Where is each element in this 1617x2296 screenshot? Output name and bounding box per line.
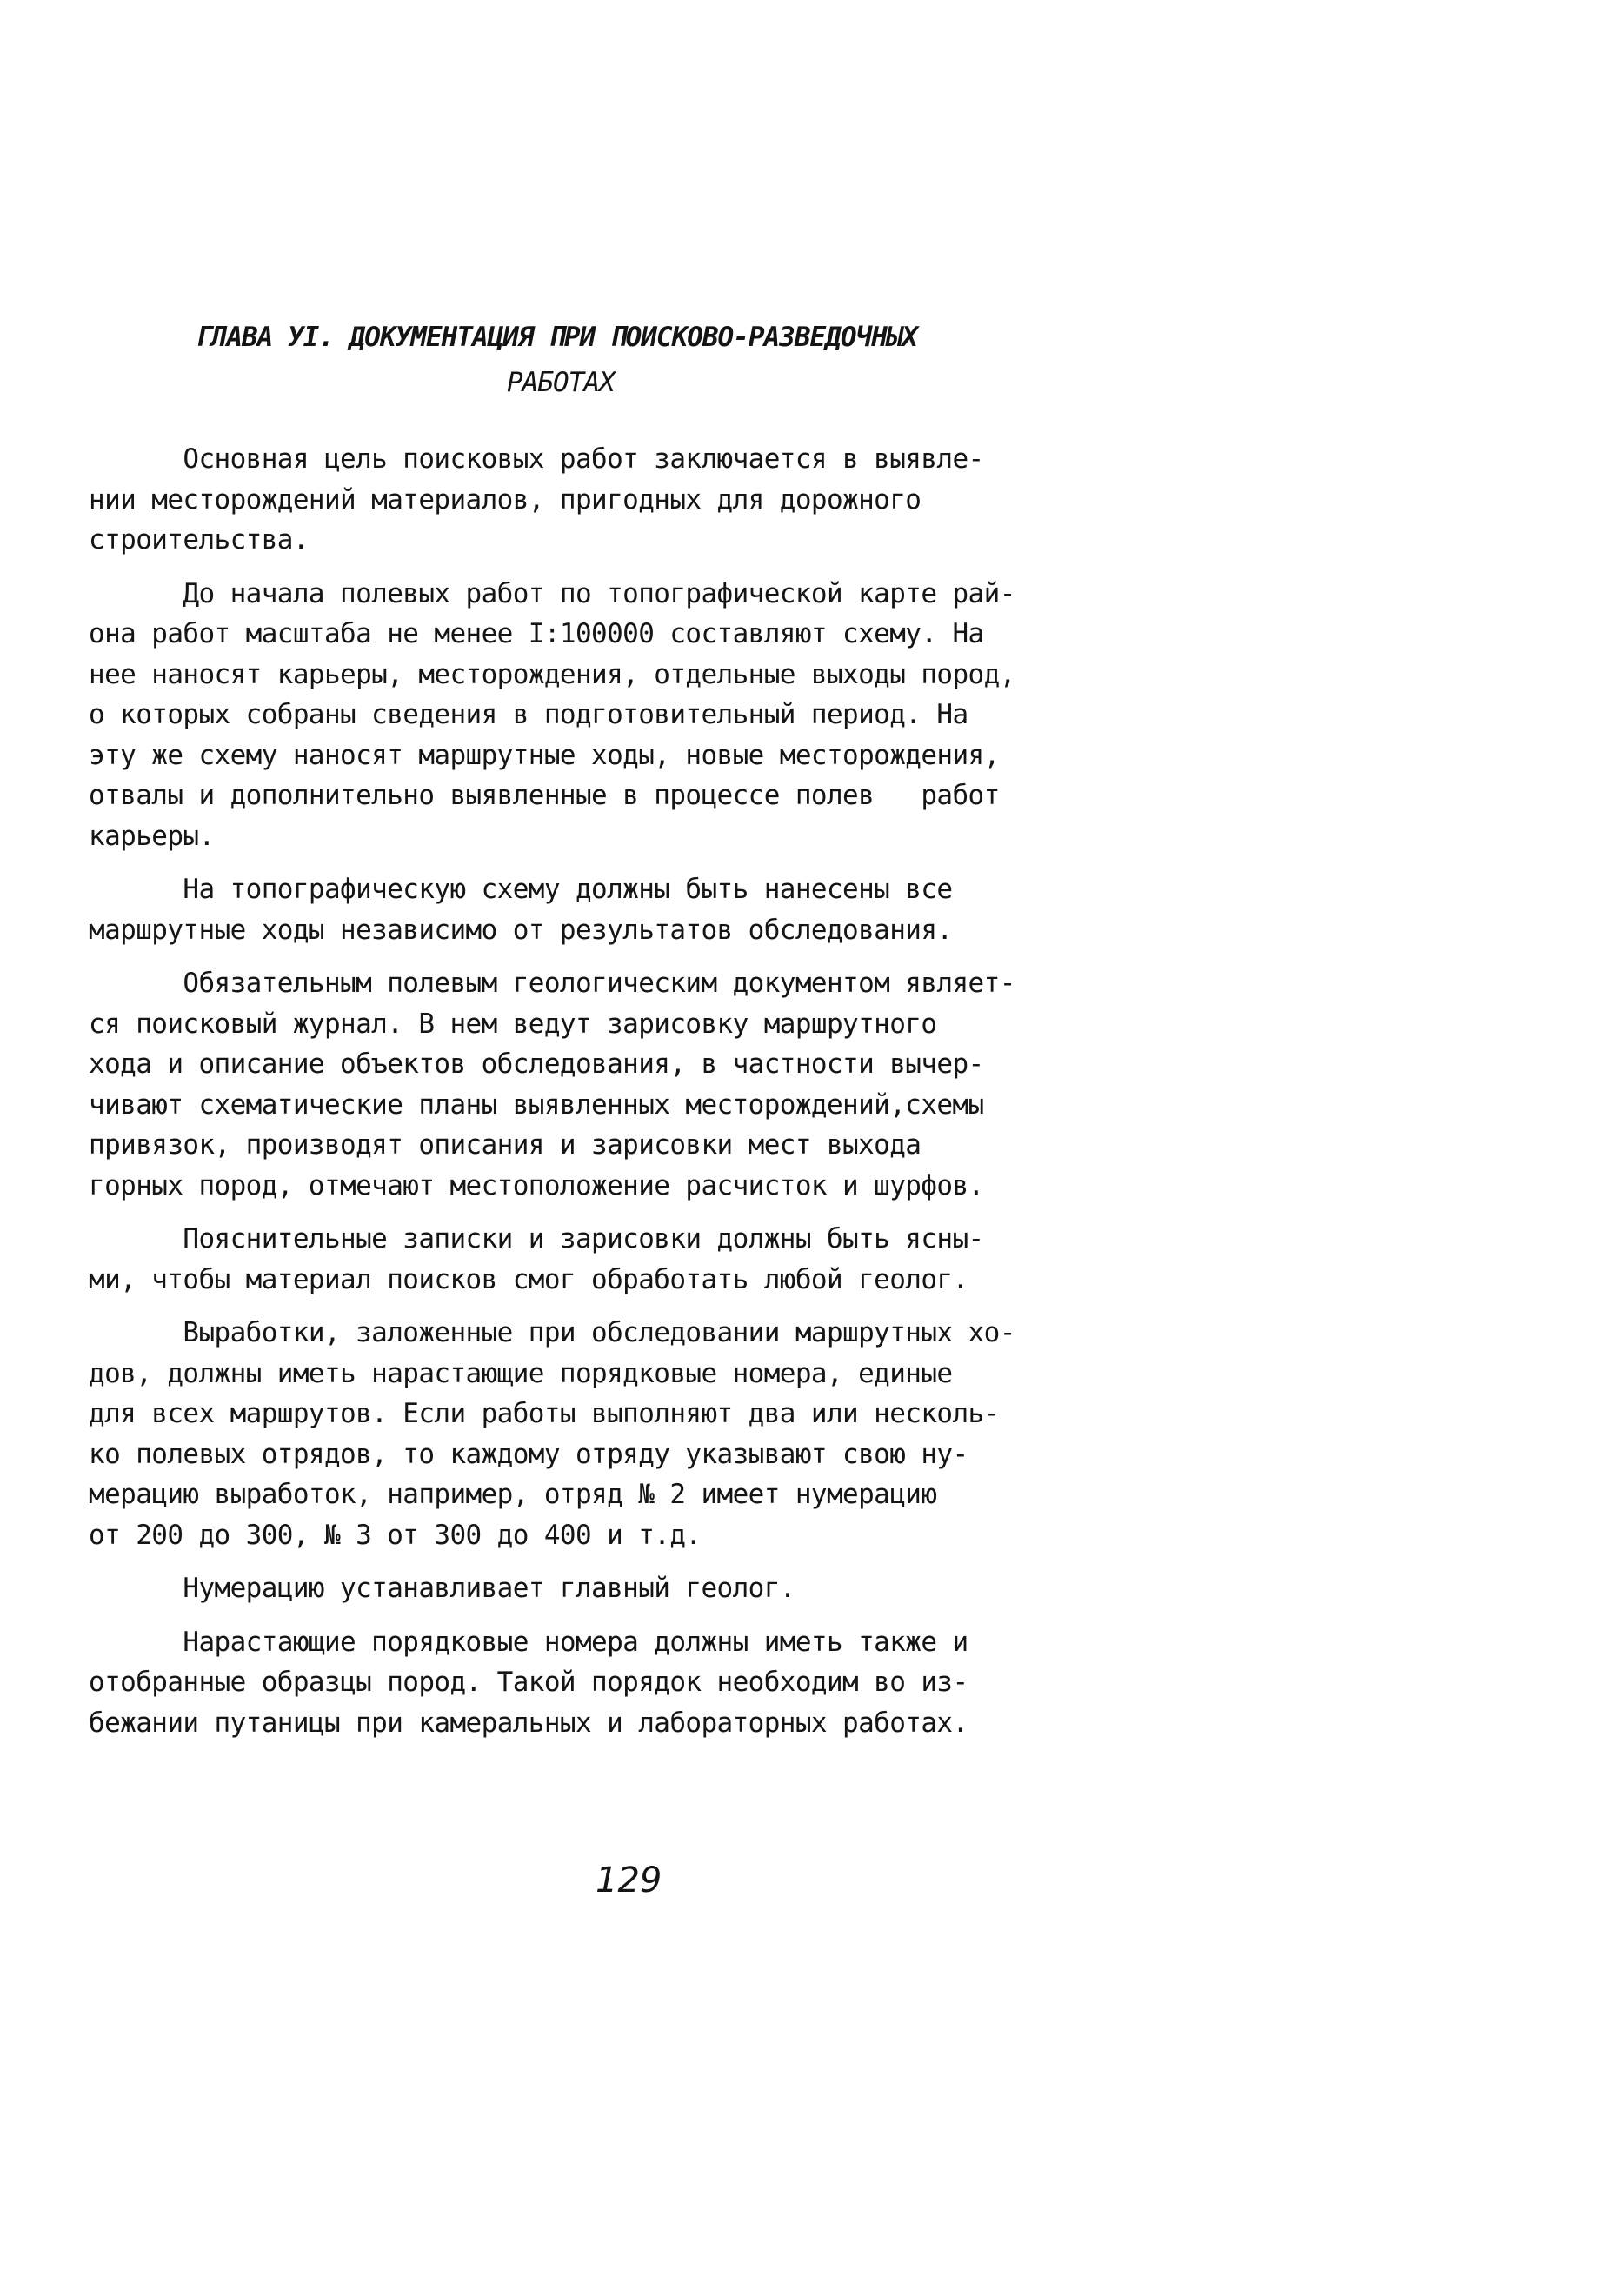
paragraph-line: Обязательным полевым геологическим документом являет- <box>89 968 1015 999</box>
paragraph-line: нее наносят карьеры, месторождения, отдельные выходы пород, <box>89 658 1015 690</box>
paragraph-line: строительства. <box>89 524 309 556</box>
paragraph-line: она работ масштаба не менее I:100000 составляют схему. На <box>89 618 984 649</box>
paragraph-line: маршрутные ходы независимо от результатов обследования. <box>89 914 953 946</box>
paragraph <box>89 869 1097 950</box>
paragraph-line: эту же схему наносят маршрутные ходы, новые месторождения, <box>89 739 1000 771</box>
chapter-heading-line-2: РАБОТАХ <box>507 367 615 398</box>
paragraph-line: Нарастающие порядковые номера должны иметь также и <box>89 1626 968 1658</box>
paragraph-line: отобранные образцы пород. Такой порядок необходим во из- <box>89 1667 968 1698</box>
paragraph-line: ко полевых отрядов, то каждому отряду указывают свою ну- <box>89 1438 968 1470</box>
paragraph <box>89 1219 1097 1300</box>
paragraph-line: бежании путаницы при камеральных и лабораторных работах. <box>89 1707 968 1739</box>
paragraph-line: о которых собраны сведения в подготовительный период. На <box>89 699 968 730</box>
paragraph-line: от 200 до 300, № 3 от 300 до 400 и т.д. <box>89 1519 702 1551</box>
paragraph-line: отвалы и дополнительно выявленные в процессе полев работ <box>89 780 1000 811</box>
paragraph-line: Пояснительные записки и зарисовки должны быть ясны- <box>89 1223 984 1254</box>
paragraph-line: дов, должны иметь нарастающие порядковые номера, единые <box>89 1357 953 1389</box>
paragraph-line: карьеры. <box>89 820 215 852</box>
paragraph-line: Основная цель поисковых работ заключается в выявле- <box>89 443 984 475</box>
paragraph-line: чивают схематические планы выявленных месторождений,схемы <box>89 1088 984 1121</box>
paragraph-line: хода и описание объектов обследования, в частности вычер- <box>89 1048 984 1080</box>
paragraph <box>89 1568 1097 1609</box>
paragraph-line: Выработки, заложенные при обследовании маршрутных хо- <box>89 1317 1015 1348</box>
paragraph <box>89 574 1097 857</box>
paragraph-line: нии месторождений материалов, пригодных для дорожного <box>89 483 922 516</box>
paragraph-line: ми, чтобы материал поисков смог обработать любой геолог. <box>89 1263 968 1295</box>
paragraph <box>89 439 1097 561</box>
paragraph <box>89 1313 1097 1555</box>
chapter-heading-line-1: ГЛАВА УI. ДОКУМЕНТАЦИЯ ПРИ ПОИСКОВО-РАЗВЕДОЧНЫХ <box>196 322 918 353</box>
paragraph-line: для всех маршрутов. Если работы выполняют два или несколь- <box>89 1398 1000 1429</box>
page-number: 129 <box>596 1860 662 1900</box>
paragraph-line: горных пород, отмечают местоположение расчисток и шурфов. <box>89 1169 984 1201</box>
paragraph-line: мерацию выработок, например, отряд № 2 имеет нумерацию <box>89 1479 937 1510</box>
paragraph-line: привязок, производят описания и зарисовки мест выхода <box>89 1129 922 1161</box>
paragraph-line: На топографическую схему должны быть нанесены все <box>89 874 953 905</box>
paragraph <box>89 1622 1097 1744</box>
paragraph-line: Нумерацию устанавливает главный геолог. <box>89 1573 795 1604</box>
paragraph-line: ся поисковый журнал. В нем ведут зарисовку маршрутного <box>89 1008 937 1040</box>
paragraph <box>89 963 1097 1206</box>
paragraph-line: До начала полевых работ по топографической карте рай- <box>89 577 1015 609</box>
body-text <box>89 439 1097 1756</box>
chapter-heading <box>196 315 1013 405</box>
